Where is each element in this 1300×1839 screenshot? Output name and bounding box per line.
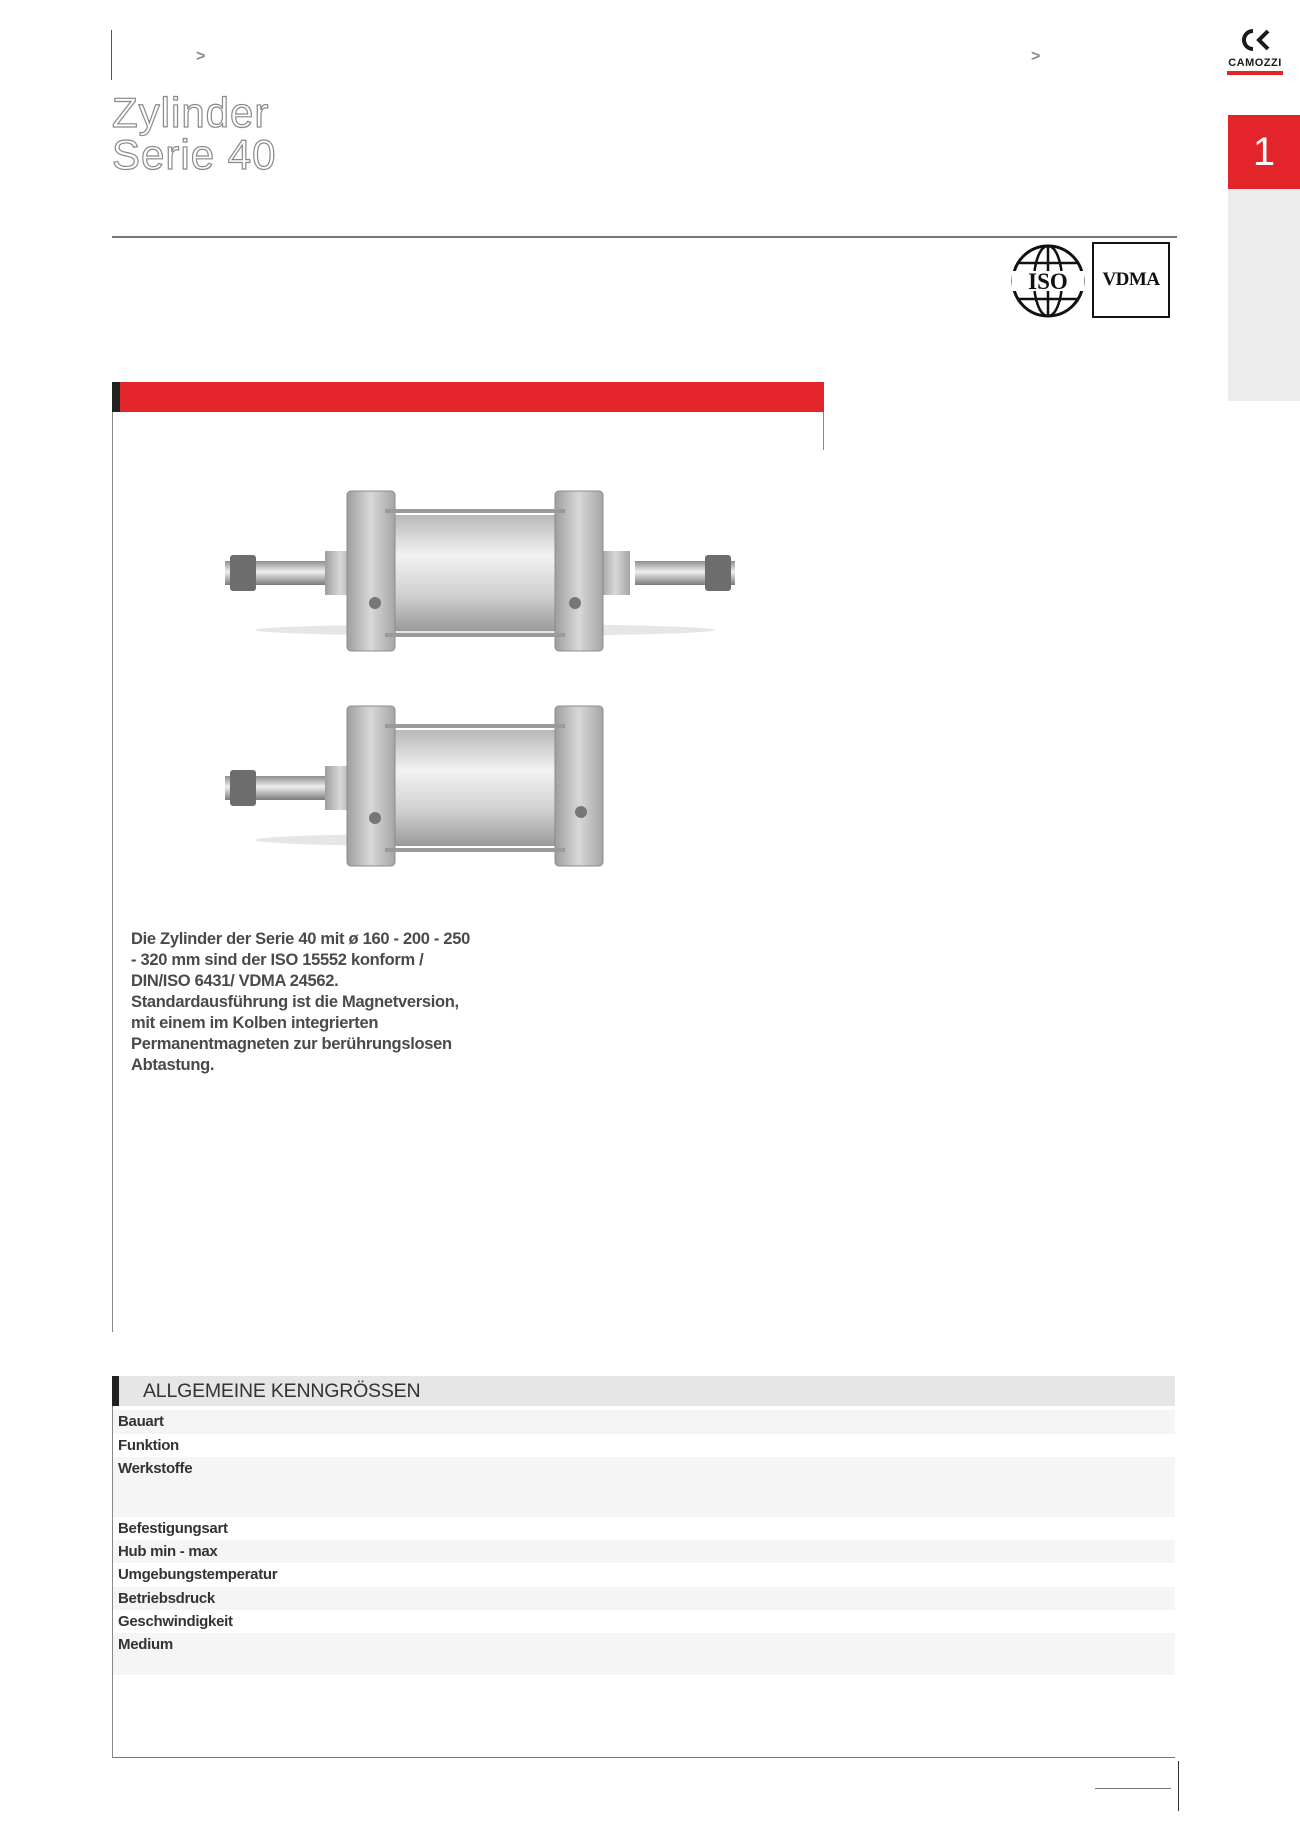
page-title-line-1: Zylinder [112,89,270,136]
breadcrumb-separator: > [1031,48,1041,65]
spec-section-marker [112,1376,119,1406]
brand-underline [1227,71,1283,75]
iso-globe-icon [1010,243,1086,319]
header-rule [112,236,1177,238]
brand-name: CAMOZZI [1228,57,1282,69]
camozzi-mark-icon [1235,28,1275,52]
page-title [112,89,277,178]
spec-row: Geschwindigkeit [118,1613,233,1630]
spec-row: Bauart [112,1410,1175,1434]
vdma-label: VDMA [1102,269,1160,290]
iso-label: ISO [1028,269,1068,294]
spec-row: Werkstoffe [112,1457,1175,1517]
spec-table [112,1410,1175,1675]
section-band [112,382,824,412]
spec-row: Medium [112,1633,1175,1675]
footer-divider [1178,1761,1179,1811]
frame-right-line [823,412,824,450]
breadcrumb-separator: > [196,48,206,65]
cylinder-single-rod-image [225,700,745,890]
spec-row: Umgebungstemperatur [118,1566,278,1583]
header-divider [111,30,112,80]
page-title-line-2: Serie 40 [112,131,277,178]
frame-bottom-line [112,1757,1175,1758]
product-description: Die Zylinder der Serie 40 mit ø 160 - 200 - 250 - 320 mm sind der ISO 15552 konform / DIN/ISO 6431/ VDMA 24562. Standardausführung ist die Magnetversion, mit einem im Kolben integrierten Permanentmagneten zur berührungslosen Abtastung. [131,930,470,1074]
frame-left-line [112,412,113,1332]
spec-row: Befestigungsart [118,1520,228,1537]
chapter-tab[interactable]: 1 [1228,115,1300,189]
cylinder-double-rod-image [225,483,745,673]
vdma-badge [1092,242,1170,318]
spec-row: Funktion [118,1437,179,1454]
spec-section-title: ALLGEMEINE KENNGRÖSSEN [143,1380,421,1402]
brand-logo [1226,28,1284,74]
spec-row: Hub min - max [112,1540,1175,1563]
spec-row: Betriebsdruck [112,1587,1175,1610]
frame-left-line [112,1406,113,1758]
section-band-marker [112,382,120,412]
footer-rule [1095,1788,1171,1789]
